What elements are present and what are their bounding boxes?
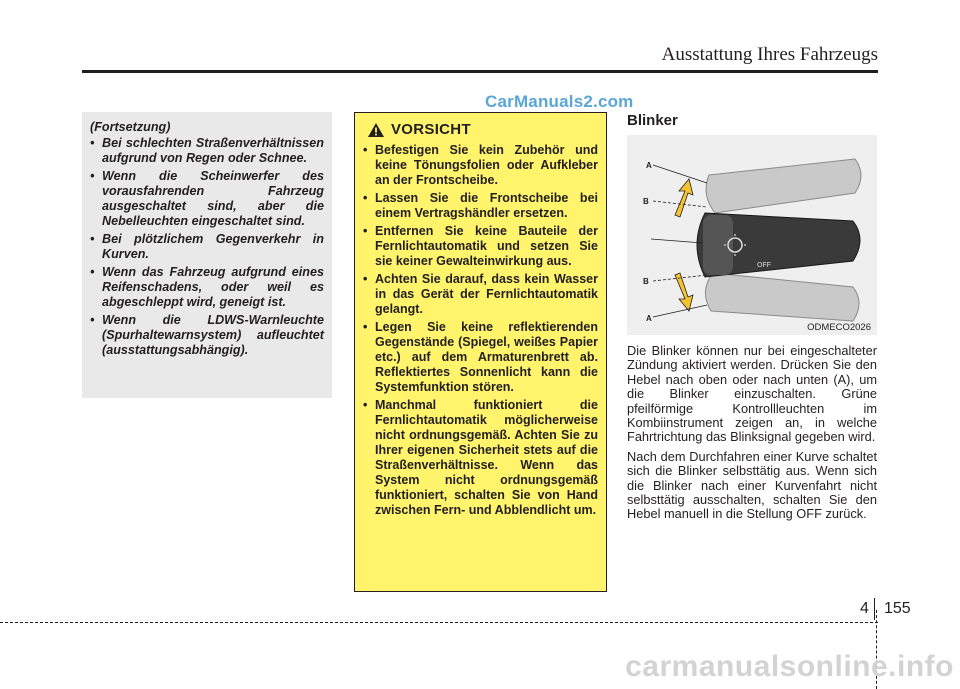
down-arrow-icon [675,273,693,311]
list-item: • Wenn die LDWS-Warnleuchte (Spurhaltewarnsystem) aufleuchtet (ausstattungsabhängig). [90,313,324,358]
section-title: Blinker [627,112,678,129]
label-b-upper: B [643,197,649,206]
list-item: • Achten Sie darauf, dass kein Wasser in das Gerät der Fernlichtautomatik gelangt. [363,272,598,317]
list-item: • Lassen Sie die Frontscheibe bei einem Vertragshändler ersetzen. [363,191,598,221]
list-item: • Bei plötzlichem Gegenverkehr in Kurven. [90,232,324,262]
caution-header [367,121,598,138]
watermark-bottom[interactable]: carmanualsonline.info [625,650,954,683]
up-arrow-icon [675,179,693,217]
header-rule [82,70,878,73]
caution-box [354,112,607,592]
conditions-panel [82,112,332,398]
paragraph: Die Blinker können nur bei eingeschalteter Zündung aktiviert werden. Drücken Sie den Hebel nach oben oder nach unten (A), um die Blinker einzuschalten. Grüne pfeilförmige Kontrollleuchten im Kombiinstrument zeigen an, in welche Fahrtrichtung das Blinksignal gegeben wird. [627,343,877,445]
list-item: • Legen Sie keine reflektierenden Gegenstände (Spiegel, weißes Papier etc.) auf dem Armaturenbrett ab. Reflektiertes Sonnenlicht kann die Systemfunktion stören. [363,320,598,395]
list-item: • Befestigen Sie kein Zubehör und keine Tönungsfolien oder Aufkleber an der Frontscheibe. [363,143,598,188]
caution-list [363,143,598,518]
caution-title: VORSICHT [391,121,471,138]
turn-signal-lever-figure [627,135,877,335]
conditions-list [90,136,324,358]
turn-signal-lever-illustration [627,135,877,335]
blinker-section [627,112,877,527]
footer-rule [0,622,878,623]
list-item: • Wenn die Scheinwerfer des vorausfahrenden Fahrzeug ausgeschaltet sind, aber die Nebelleuchten eingeschaltet sind. [90,169,324,229]
footer-divider [874,598,875,620]
section-body [627,344,877,522]
chapter-header-title: Ausstattung Ihres Fahrzeugs [661,44,878,65]
lever-off-label: OFF [757,262,771,269]
list-item: • Wenn das Fahrzeug aufgrund eines Reifenschadens, oder weil es abgeschleppt wird, geneigt ist. [90,265,324,310]
label-a-upper: A [646,161,652,170]
figure-code: ODMECO2026 [807,322,871,333]
paragraph: Nach dem Durchfahren einer Kurve schaltet sich die Blinker selbsttätig aus. Wenn sich die Blinker nach einer Kurvenfahrt nicht selbsttätig ausschalten, schalten Sie den Hebel manuell in die Stellung OFF zurück. [627,448,877,522]
list-item: • Manchmal funktioniert die Fernlichtautomatik möglicherweise nicht ordnungsgemäß. Achten Sie zu Ihrer eigenen Sicherheit stets auf die Straßenverhältnisse. Wenn das System nicht ordnungsgemäß funktioniert, schalten Sie von Hand zwischen Fern- und Abblendlicht um. [363,398,598,518]
list-item: • Entfernen Sie keine Bauteile der Fernlichtautomatik und setzen Sie sie keiner Gewalteinwirkung aus. [363,224,598,269]
page-number: 155 [884,600,911,617]
continuation-label: (Fortsetzung) [90,120,171,134]
warning-triangle-icon [367,122,385,138]
label-b-lower: B [643,277,649,286]
label-a-lower: A [646,314,652,323]
chapter-number: 4 [860,600,869,617]
list-item: • Bei schlechten Straßenverhältnissen aufgrund von Regen oder Schnee. [90,136,324,166]
watermark-top[interactable]: CarManuals2.com [485,92,634,111]
